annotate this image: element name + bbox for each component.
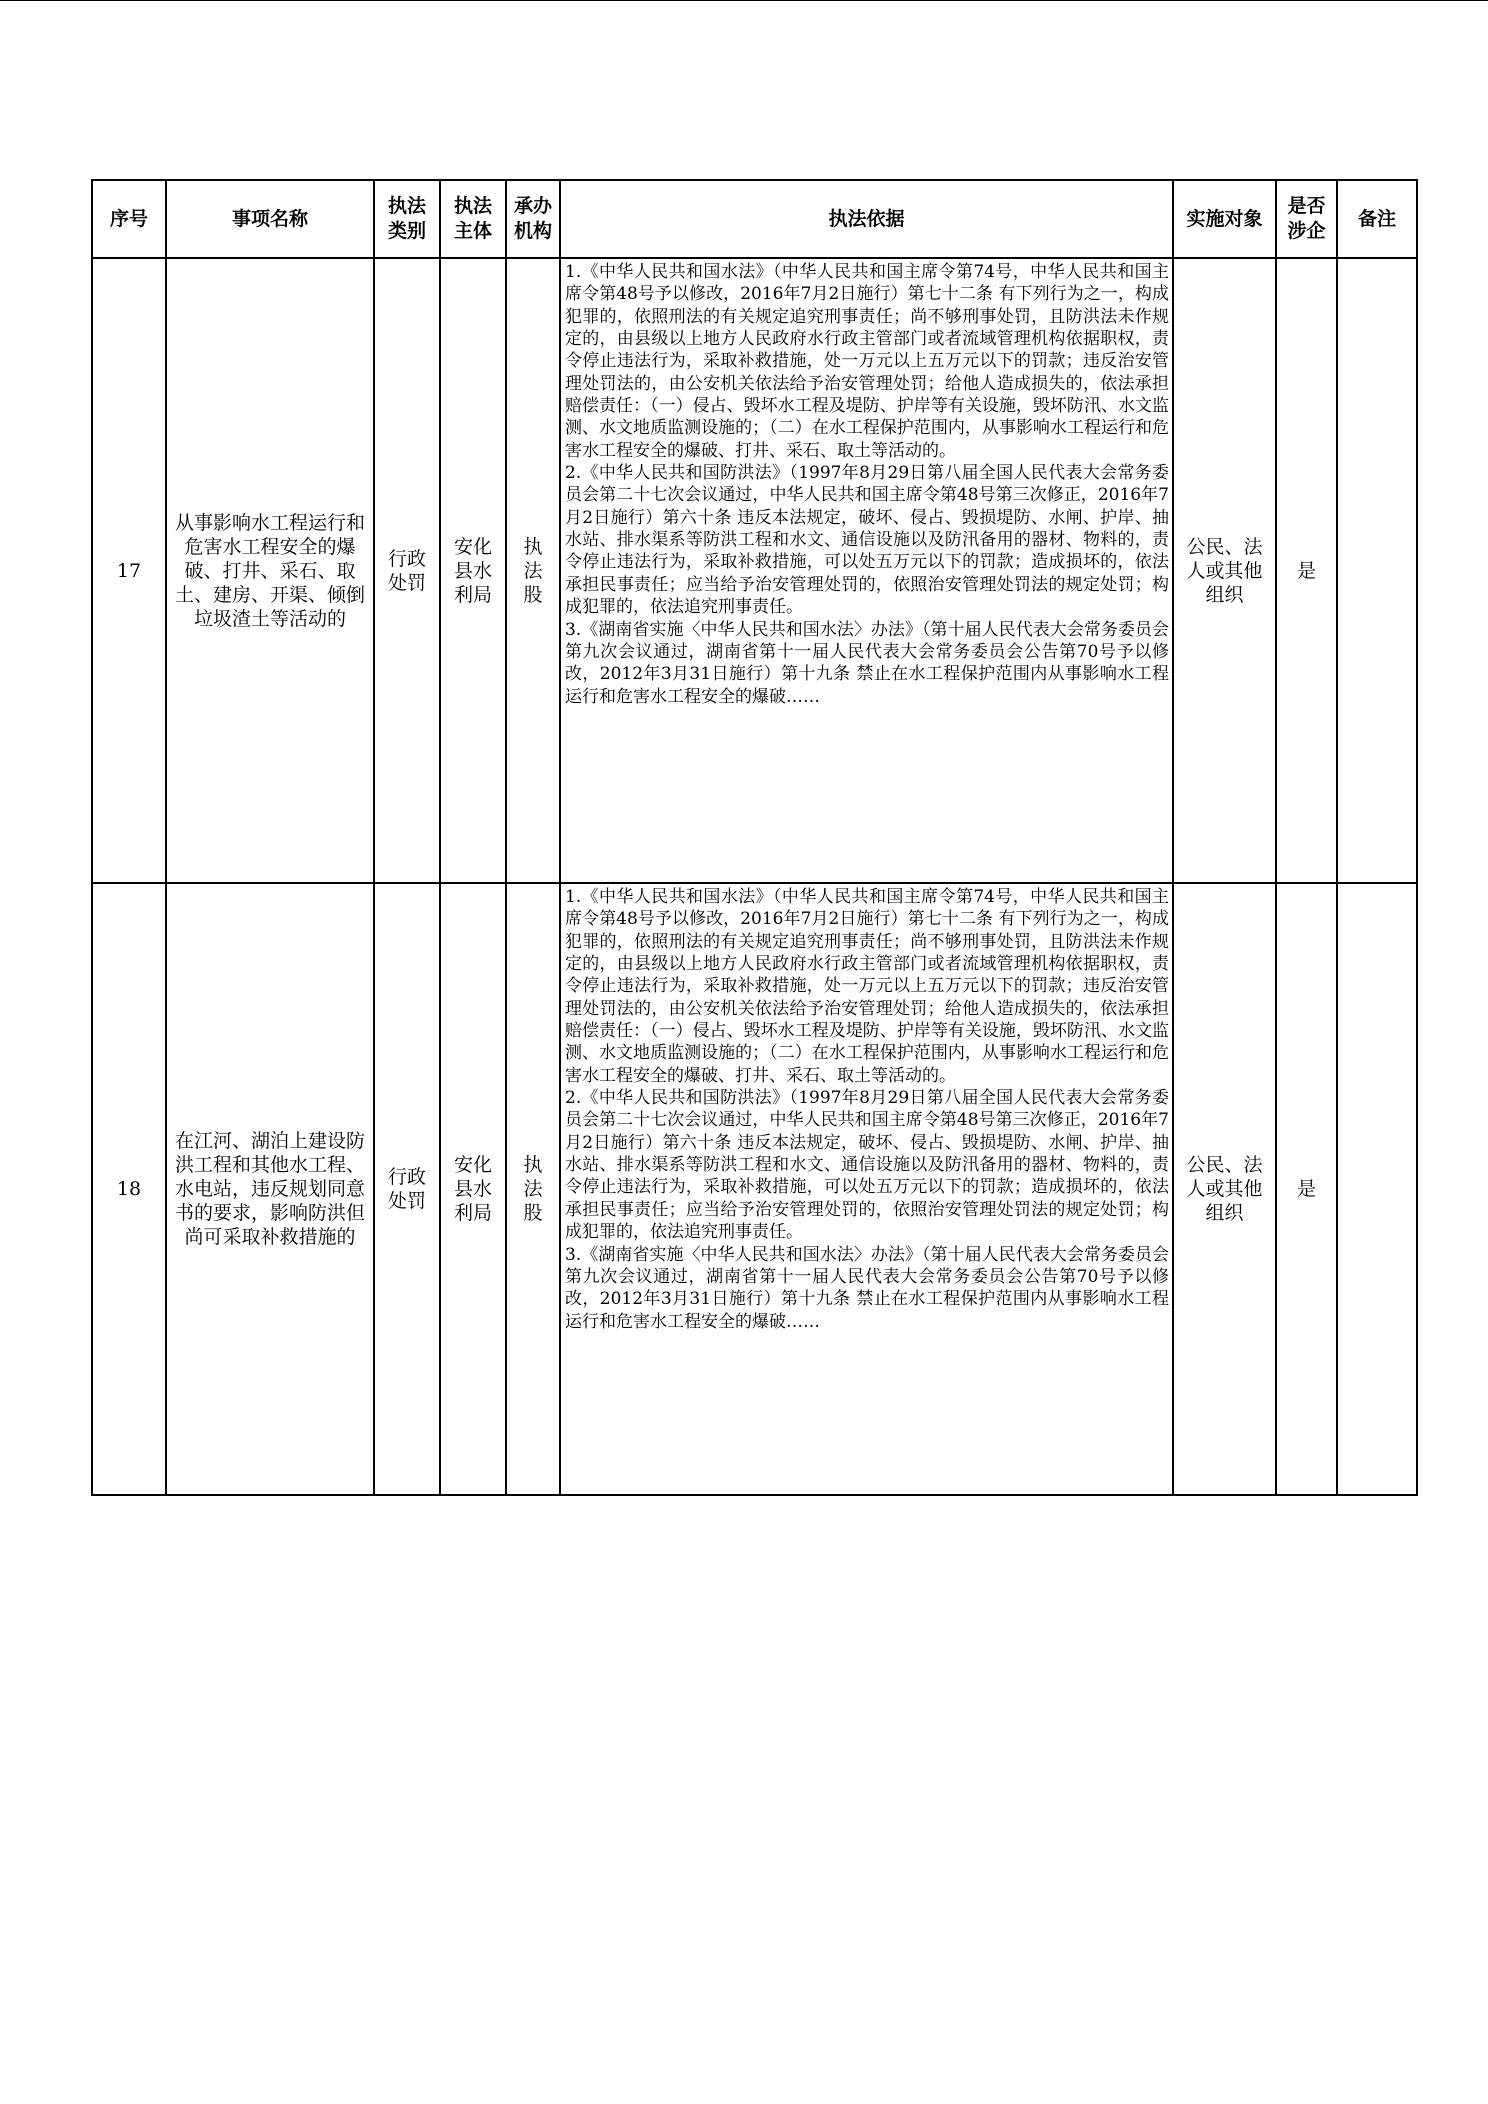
basis-paragraph: 1.《中华人民共和国水法》（中华人民共和国主席令第74号，中华人民共和国主席令第48号予以修改，2016年7月2日施行）第七十二条 有下列行为之一，构成犯罪的，依照刑法的有关规定追究刑事责任；尚不够刑事处罚，且防洪法未作规定的，由县级以上地方人民政府水行政主管部门或者流域管理机构依据职权，责令停止违法行为，采取补救措施，处一万元以上五万元以下的罚款；违反治安管理处罚法的，由公安机关依法给予治安管理处罚；给他人造成损失的，依法承担赔偿责任：（一）侵占、毁坏水工程及堤防、护岸等有关设施，毁坏防汛、水文监测、水文地质监测设施的；（二）在水工程保护范围内，从事影响水工程运行和危害水工程安全的爆破、打井、采石、取土等活动的。 xyxy=(565,262,1169,461)
row-legal-basis xyxy=(560,883,1173,1495)
row-enterprise: 是 xyxy=(1276,883,1337,1495)
header-basis: 执法依据 xyxy=(560,180,1173,258)
row-subject: 安化县水利局 xyxy=(440,258,506,883)
row-remark xyxy=(1337,258,1417,883)
basis-paragraph: 1.《中华人民共和国水法》（中华人民共和国主席令第74号，中华人民共和国主席令第48号予以修改，2016年7月2日施行）第七十二条 有下列行为之一，构成犯罪的，依照刑法的有关规定追究刑事责任；尚不够刑事处罚，且防洪法未作规定的，由县级以上地方人民政府水行政主管部门或者流域管理机构依据职权，责令停止违法行为，采取补救措施，处一万元以上五万元以下的罚款；违反治安管理处罚法的，由公安机关依法给予治安管理处罚；给他人造成损失的，依法承担赔偿责任：（一）侵占、毁坏水工程及堤防、护岸等有关设施，毁坏防汛、水文监测、水文地质监测设施的；（二）在水工程保护范围内，从事影响水工程运行和危害水工程安全的爆破、打井、采石、取土等活动的。 xyxy=(565,887,1169,1086)
row-dept: 执法股 xyxy=(506,883,560,1495)
basis-paragraph: 3.《湖南省实施〈中华人民共和国水法〉办法》（第十届人民代表大会常务委员会第九次会议通过，湖南省第十一届人民代表大会常务委员会公告第70号予以修改，2012年3月31日施行）第十九条 禁止在水工程保护范围内从事影响水工程运行和危害水工程安全的爆破…… xyxy=(565,619,1169,707)
table-row xyxy=(92,883,1417,1495)
row-target: 公民、法人或其他组织 xyxy=(1173,258,1276,883)
row-item-name: 在江河、湖泊上建设防洪工程和其他水工程、水电站，违反规划同意书的要求，影响防洪但尚可采取补救措施的 xyxy=(166,883,374,1495)
row-dept: 执法股 xyxy=(506,258,560,883)
row-seq: 17 xyxy=(92,258,166,883)
page-top-border xyxy=(0,0,1488,1)
table-row xyxy=(92,258,1417,883)
header-seq: 序号 xyxy=(92,180,166,258)
header-enterprise: 是否涉企 xyxy=(1276,180,1337,258)
header-name: 事项名称 xyxy=(166,180,374,258)
row-seq: 18 xyxy=(92,883,166,1495)
row-remark xyxy=(1337,883,1417,1495)
header-target: 实施对象 xyxy=(1173,180,1276,258)
row-category: 行政处罚 xyxy=(374,883,440,1495)
basis-paragraph: 2.《中华人民共和国防洪法》（1997年8月29日第八届全国人民代表大会常务委员会第二十七次会议通过，中华人民共和国主席令第48号第三次修正，2016年7月2日施行）第六十条 违反本法规定，破坏、侵占、毁损堤防、水闸、护岸、抽水站、排水渠系等防洪工程和水文、通信设施以及防汛备用的器材、物料的，责令停止违法行为，采取补救措施，可以处五万元以下的罚款；造成损坏的，依法承担民事责任；应当给予治安管理处罚的，依照治安管理处罚法的规定处罚；构成犯罪的，依法追究刑事责任。 xyxy=(565,463,1169,618)
enforcement-table xyxy=(91,179,1418,1496)
basis-paragraph: 2.《中华人民共和国防洪法》（1997年8月29日第八届全国人民代表大会常务委员会第二十七次会议通过，中华人民共和国主席令第48号第三次修正，2016年7月2日施行）第六十条 违反本法规定，破坏、侵占、毁损堤防、水闸、护岸、抽水站、排水渠系等防洪工程和水文、通信设施以及防汛备用的器材、物料的，责令停止违法行为，采取补救措施，可以处五万元以下的罚款；造成损坏的，依法承担民事责任；应当给予治安管理处罚的，依照治安管理处罚法的规定处罚；构成犯罪的，依法追究刑事责任。 xyxy=(565,1088,1169,1243)
row-legal-basis xyxy=(560,258,1173,883)
row-target: 公民、法人或其他组织 xyxy=(1173,883,1276,1495)
row-item-name: 从事影响水工程运行和危害水工程安全的爆破、打井、采石、取土、建房、开渠、倾倒垃圾渣土等活动的 xyxy=(166,258,374,883)
row-category: 行政处罚 xyxy=(374,258,440,883)
row-enterprise: 是 xyxy=(1276,258,1337,883)
header-dept: 承办机构 xyxy=(506,180,560,258)
header-remark: 备注 xyxy=(1337,180,1417,258)
table-header-row xyxy=(92,180,1417,258)
row-subject: 安化县水利局 xyxy=(440,883,506,1495)
header-subject: 执法主体 xyxy=(440,180,506,258)
basis-paragraph: 3.《湖南省实施〈中华人民共和国水法〉办法》（第十届人民代表大会常务委员会第九次会议通过，湖南省第十一届人民代表大会常务委员会公告第70号予以修改，2012年3月31日施行）第十九条 禁止在水工程保护范围内从事影响水工程运行和危害水工程安全的爆破…… xyxy=(565,1244,1169,1332)
header-category: 执法类别 xyxy=(374,180,440,258)
